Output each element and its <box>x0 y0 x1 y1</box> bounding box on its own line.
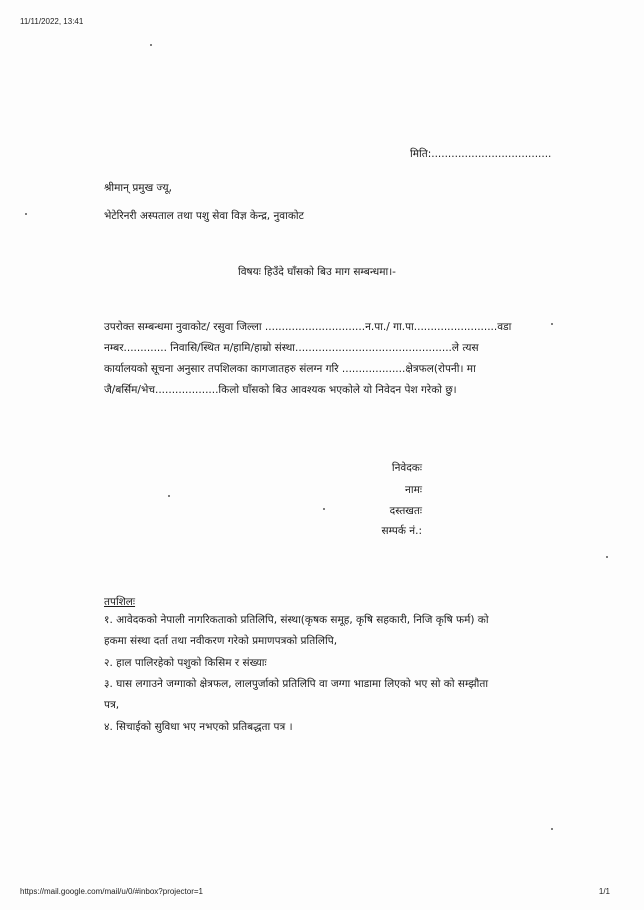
scan-speck <box>551 323 553 325</box>
attachment-item-4: ४. सिचाईको सुविधा भए नभएको प्रतिबद्धता पत्र । <box>104 721 293 733</box>
attachment-item-1: १. आवेदकको नेपाली नागरिकताको प्रतिलिपि, संस्था(कृषक समूह, कृषि सहकारी, निजि कृषि फर्म) को <box>104 614 489 626</box>
subject-line: विषयः हिउँदे घाँसको बिउ माग सम्बन्धमा।- <box>238 266 396 278</box>
attachment-item-3: ३. घास लगाउने जग्गाको क्षेत्रफल, लालपुर्जाको प्रतिलिपि वा जग्गा भाडामा लिएको भए सो को सम्झौता <box>104 678 489 690</box>
attachment-item-2: २. हाल पालिरहेको पशुको किसिम र संख्याः <box>104 657 267 669</box>
date-line: मिति:.................................... <box>410 148 552 160</box>
print-datetime: 11/11/2022, 13:41 <box>20 17 84 26</box>
scan-speck <box>606 556 608 558</box>
name-label: नामः <box>405 484 422 496</box>
attachments-heading: तपशिलः <box>104 596 136 608</box>
recipient: भेटेरिनरी अस्पताल तथा पशु सेवा विज्ञ केन्द्र, नुवाकोट <box>104 210 304 222</box>
attachment-item-3-cont: पत्र, <box>104 699 120 711</box>
scan-speck <box>551 828 553 830</box>
print-footer-page-number: 1/1 <box>598 887 610 896</box>
body-line-4: जै/बर्सिम/भेच...................किलो घाँसको बिउ आवश्यक भएकोले यो निवेदन पेश गरेको छु। <box>104 384 457 396</box>
body-line-3: कार्यालयको सूचना अनुसार तपशिलका कागजातहरु संलग्न गरि ...................क्षेत्रफल(रोपनी। मा <box>104 363 476 375</box>
salutation: श्रीमान् प्रमुख ज्यू, <box>104 182 172 194</box>
print-footer-url: https://mail.google.com/mail/u/0/#inbox?projector=1 <box>20 887 203 896</box>
applicant-label: निवेदकः <box>391 462 422 474</box>
scan-speck <box>168 495 170 497</box>
attachment-item-1-cont: हकमा संस्था दर्ता तथा नवीकरण गरेको प्रमाणपत्रको प्रतिलिपि, <box>104 635 338 647</box>
scan-speck <box>323 508 325 510</box>
body-line-2: नम्बर............. निवासि/स्थित म/हामि/हाम्रो संस्था...............................................ले त्यस <box>104 342 479 354</box>
body-line-1: उपरोक्त सम्बन्धमा नुवाकोट/ रसुवा जिल्ला ..............................न.पा./ गा.पा.........................वडा <box>104 321 512 333</box>
scan-speck <box>25 213 27 215</box>
scan-speck <box>150 44 152 46</box>
contact-label: सम्पर्क नं.: <box>381 525 422 537</box>
signature-label: दस्तखतः <box>389 505 422 517</box>
